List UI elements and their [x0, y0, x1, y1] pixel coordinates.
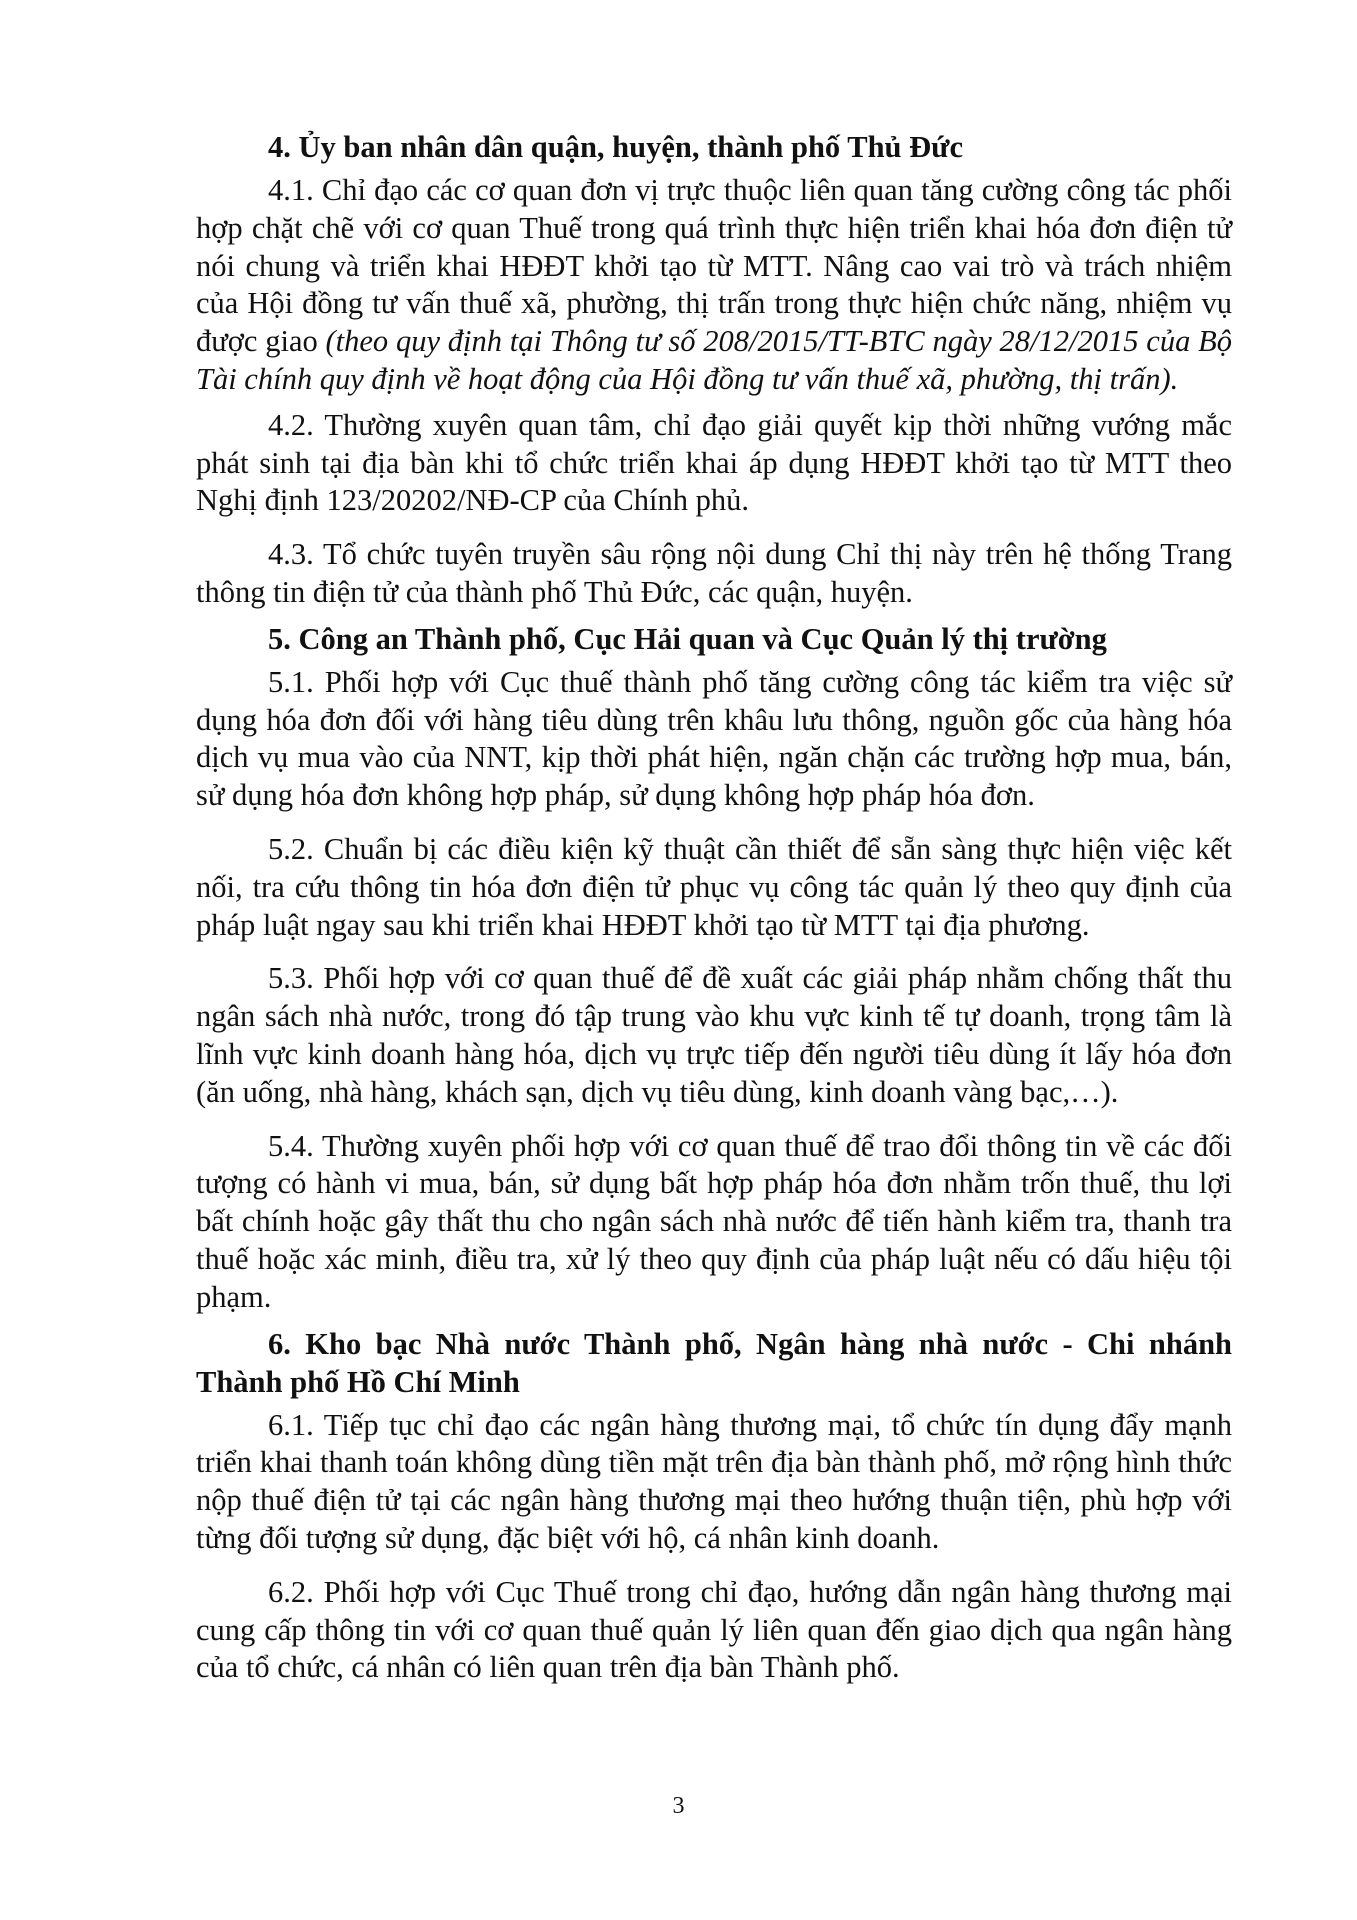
paragraph-6-1: 6.1. Tiếp tục chỉ đạo các ngân hàng thương mại, tổ chức tín dụng đẩy mạnh triển khai thanh toán không dùng tiền mặt trên địa bàn thành phố, mở rộng hình thức nộp thuế điện tử tại các ngân hàng thương mại theo hướng thuận tiện, phù hợp với từng đối tượng sử dụng, đặc biệt với hộ, cá nhân kinh doanh. — [196, 1407, 1232, 1555]
page-number: 3 — [672, 1793, 685, 1819]
section-5-heading: 5. Công an Thành phố, Cục Hải quan và Cục Quản lý thị trường — [268, 621, 1107, 656]
paragraph-4-1-text: 4.1. Chỉ đạo các cơ quan đơn vị trực thuộc liên quan tăng cường công tác phối hợp chặt chẽ với cơ quan Thuế trong quá trình thực hiện triển khai hóa đơn điện tử nói chung và triển khai HĐĐT khởi tạo từ MTT. Nâng cao vai trò và trách nhiệm của Hội đồng tư vấn thuế xã, phường, thị trấn trong thực hiện chức năng, nhiệm vụ được giao — [196, 173, 1232, 359]
paragraph-4-3: 4.3. Tổ chức tuyên truyền sâu rộng nội dung Chỉ thị này trên hệ thống Trang thông tin điện tử của thành phố Thủ Đức, các quận, huyện. — [196, 537, 1232, 609]
paragraph-6-2: 6.2. Phối hợp với Cục Thuế trong chỉ đạo, hướng dẫn ngân hàng thương mại cung cấp thông tin với cơ quan thuế quản lý liên quan đến giao dịch qua ngân hàng của tổ chức, cá nhân có liên quan trên địa bàn Thành phố. — [196, 1574, 1232, 1685]
paragraph-4-1-italic: (theo quy định tại Thông tư số 208/2015/TT-BTC ngày 28/12/2015 của Bộ Tài chính quy định về hoạt động của Hội đồng tư vấn thuế xã, phường, thị trấn). — [196, 324, 1232, 396]
paragraph-5-2: 5.2. Chuẩn bị các điều kiện kỹ thuật cần thiết để sẵn sàng thực hiện việc kết nối, tra cứu thông tin hóa đơn điện tử phục vụ công tác quản lý theo quy định của pháp luật ngay sau khi triển khai HĐĐT khởi tạo từ MTT tại địa phương. — [196, 831, 1232, 942]
document-page — [196, 128, 1232, 1703]
paragraph-5-4: 5.4. Thường xuyên phối hợp với cơ quan thuế để trao đổi thông tin về các đối tượng có hành vi mua, bán, sử dụng bất hợp pháp hóa đơn nhằm trốn thuế, thu lợi bất chính hoặc gây thất thu cho ngân sách nhà nước để tiến hành kiểm tra, thanh tra thuế hoặc xác minh, điều tra, xử lý theo quy định của pháp luật nếu có dấu hiệu tội phạm. — [196, 1128, 1232, 1314]
section-6-heading: 6. Kho bạc Nhà nước Thành phố, Ngân hàng nhà nước - Chi nhánh Thành phố Hồ Chí Minh — [196, 1326, 1232, 1399]
section-4-heading: 4. Ủy ban nhân dân quận, huyện, thành phố Thủ Đức — [268, 130, 964, 164]
paragraph-4-2: 4.2. Thường xuyên quan tâm, chỉ đạo giải quyết kịp thời những vướng mắc phát sinh tại địa bàn khi tổ chức triển khai áp dụng HĐĐT khởi tạo từ MTT theo Nghị định 123/20202/NĐ-CP của Chính phủ. — [196, 407, 1232, 518]
paragraph-4-1 — [196, 172, 1232, 399]
paragraph-5-3: 5.3. Phối hợp với cơ quan thuế để đề xuất các giải pháp nhằm chống thất thu ngân sách nhà nước, trong đó tập trung vào khu vực kinh tế tự doanh, trọng tâm là lĩnh vực kinh doanh hàng hóa, dịch vụ trực tiếp đến người tiêu dùng ít lấy hóa đơn (ăn uống, nhà hàng, khách sạn, dịch vụ tiêu dùng, kinh doanh vàng bạc,…). — [196, 961, 1232, 1109]
paragraph-5-1: 5.1. Phối hợp với Cục thuế thành phố tăng cường công tác kiểm tra việc sử dụng hóa đơn đối với hàng tiêu dùng trên khâu lưu thông, nguồn gốc của hàng hóa dịch vụ mua vào của NNT, kịp thời phát hiện, ngăn chặn các trường hợp mua, bán, sử dụng hóa đơn không hợp pháp, sử dụng không hợp pháp hóa đơn. — [196, 664, 1232, 813]
